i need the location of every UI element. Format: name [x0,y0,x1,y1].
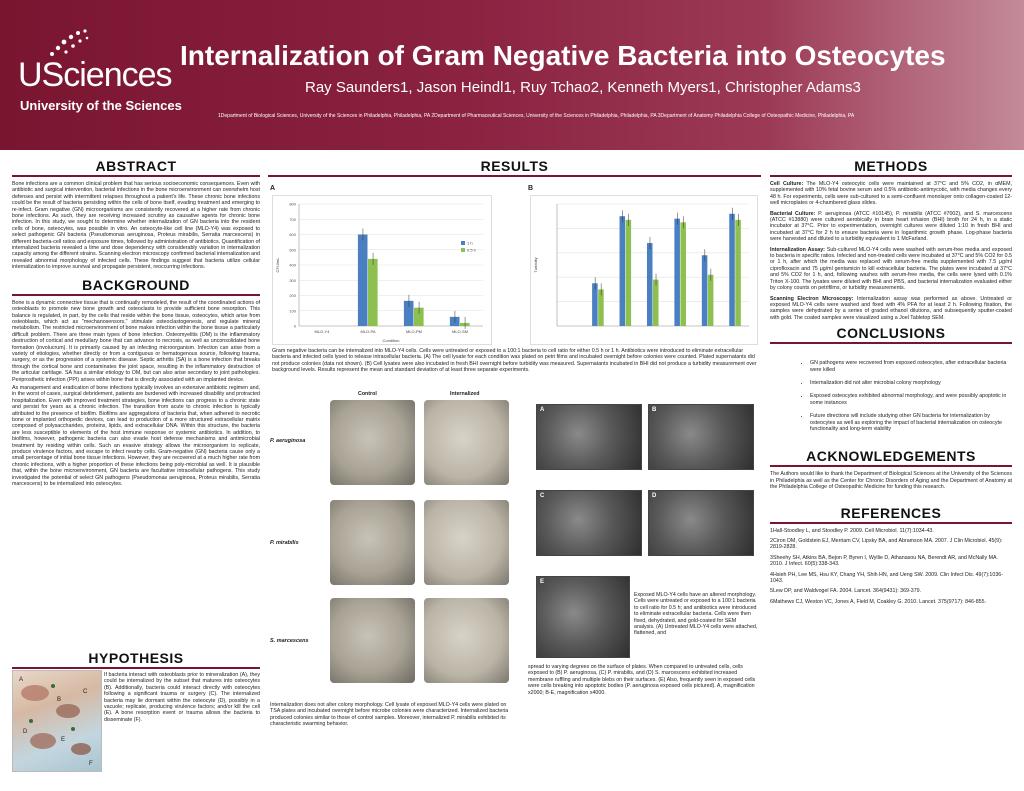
acknowledgements-text: The Authors would like to thank the Department of Biological Sciences at the University of the Sciences in Philadelphia as well as the Center for Chronic Disorders of Aging and the Department of Anatomy at the Philadelphia College of Osteopathic Medicine for funding this research. [770,471,1012,491]
plates-control-header: Control [358,391,377,397]
plate-image-control [330,598,415,683]
y-axis-label: CFU/mL [275,257,280,273]
y-tick-label: 300 [289,277,296,283]
divider [12,294,260,296]
svg-text:F: F [89,761,93,767]
plate-image-control [330,400,415,485]
divider [268,175,761,177]
plate-image-internalized [424,500,509,585]
divider [12,667,260,669]
hypothesis-diagram [12,670,102,772]
background-heading: BACKGROUND [82,276,190,293]
svg-text:D: D [23,729,28,735]
y-tick-label: 400 [289,262,296,268]
plates-caption: Internalization does not alter colony morphology. Cell lysate of exposed MLO-Y4 cells were plated on TSA plates and incubated overnight before microbe colonies were characterized. Internalized bacteria produced colonies similar to those of control samples. Moreover, internalized P. mirabilis exhibited its characteristic swarming behavior. [270,702,509,728]
sem-image: D [648,490,754,556]
plate-image-internalized [424,598,509,683]
poster-header [0,0,1024,150]
divider [770,522,1012,524]
bar [647,243,653,326]
bar [702,255,708,326]
bar [674,219,680,326]
list-item: • GN pathogens were recovered from exposed osteocytes, after extracellular bacteria were killed [810,360,1012,373]
background-text [12,300,260,488]
background-paragraph: Bone is a dynamic connective tissue that is continually remodeled, the result of the coordinated actions of osteoblasts to promote new bone growth and osteoclasts to provide sufficient bone resorption. This balance is regulated, in part, by the cells that reside within the bone tissue, osteocytes, which arise from osteoblasts, which act as "mechanosensors," stimulate osteoclastogenesis, and regulate mineral metabolism. The restricted microenvironment of bone makes infection within the bone tissue a particularly difficult problem. There are three main types of bone infection. Osteomyelitis (OM) is the inflammatory destruction of cortical and medullary bone that can advance to necrosis, as well as unconsolidated bone formation (involucrum). It is primarily caused by an infecting microorganism. Infection can arise from a variety of etiologies, whether directly or from a contiguous or hematogenous source, following trauma, surgery, or as the progression of a systemic disease. Septic arthritis (SA) is a bone infection that breaks through the cortical bone and contaminates the joint space, resulting in the inflammatory destruction of the articular cartilage. SA has a similar etiology to OM, but can also arise secondary to joint pathologies. Periprosthetic infection (PPI) arises within bone that is directly associated with an implanted device. [12,299,260,383]
x-axis-label: Condition [382,338,400,343]
y-tick-label: 700 [289,216,296,222]
bar [592,283,598,326]
university-logo [14,28,182,128]
conclusions-list [770,360,1012,432]
list-item: • Exposed osteocytes exhibited abnormal morphology, and were possibly apoptotic in some instances [810,393,1012,406]
right-column [770,158,1012,609]
y-tick-label: 200 [289,293,296,298]
sem-caption-side: Exposed MLO-Y4 cells have an altered morphology. Cells were untreated or exposed to a 100:1 bacteria to cell ratio for 0.5 h; and antibiotics were introduced to eliminate extracellular bacteria. Cells were then fixed, dehydrated, and gold-coated for SEM analysis. (A) Untreated MLO-Y4 cells were attached, flattened, and [634,592,758,637]
x-tick-label: MLO-PA [360,329,376,334]
sem-image: E [536,576,630,658]
reference-item: 2Ciron DM, Goldstein EJ, Merriam CV, Lipsky BA, and Abramson MA. 2007. J Clin Microbiol. 45(9): 2819-2828. [770,538,1003,551]
sem-caption-bottom: spread to varying degrees on the surface of plates. When compared to untreated cells, cells exposed to (B) P. aeruginosa, (C) P. mirabilis, and (D) S. marcescens exhibited increased membrane ruffling and multiple blebs on their surfaces. (E) Also, frequently seen in exposed cells were cells breaking into apoptotic bodies (P. aeruginosa exposed cells pictured). A, magnification x2000; B-E, magnification x4000. [528,664,756,696]
hypothesis-text: If bacteria interact with osteoblasts prior to mineralization (A), they could be internalized by the subset that matures into osteocytes (B). Additionally, bacteria could interact directly with osteocytes following a significant trauma or surgery (C). The internalized bacteria may lie dormant within the osteocyte (D), possibly in a vacuole; replicate, producing virulence factors; and/or kill the cell (E). A bone resorption event or trauma allows the bacteria to disseminate (F). [104,672,260,723]
results-column [268,158,761,181]
conclusions-heading: CONCLUSIONS [836,325,946,342]
bar [620,216,626,326]
chart-a [272,195,492,345]
plates-internalized-header: Internalized [450,391,480,397]
sem-image: B [648,404,754,470]
methods-text: Cell Culture: The MLO-Y4 osteocytic cells were maintained at 37°C and 5% CO2, in αMEM, supplemented with 10% fetal bovine serum and 0.5% antibiotic-antimycotic, with media changes every 48 h. For experiments, cells were sub-cultured to a semi-confluent monolayer onto collagen-coated 12-well microplates or 4-chambered glass slides. Bacterial Culture: P. aeruginosa (ATCC #10145), P. mirabilis (ATCC #7002), and S. marcescens (ATCC #13880) were cultured aerobically in brain heart infusion (BHI) broth for 24 h, in a static incubator at 37°C. Prior to experimentation, overnight cultures were diluted 1:10 in fresh BHI and incubated at 37°C for 2 h to ensure bacteria were in logarithmic growth phase. Log-phase bacteria were harvested and diluted to a turbidity equivalent to 1 McFarland. Internalization Assay: Sub-cultured MLO-Y4 cells were washed with serum-free media and exposed to bacteria in specific ratios. Infected and non-treated cells were incubated at 37°C and 5% CO2 for 0.5 or 1 h, after which the media was replaced with serum-free media supplemented with 7.5 μg/ml ciprofloxacin and 75 μg/ml gentamicin to kill extracellular bacteria. The plates were incubated at 37°C and 5% CO2 for 1 h, and, following washes with serum-free media, the cells were lysed with 0.1% Triton X-100. The lysates were diluted with BHI and PBS, and bacterial internalization evaluated either by colony counts on petrifilms, or turbidity measurements. Scanning Electron Microscopy: Internalization assay was performed as above. Untreated or exposed MLO-Y4 cells were washed and fixed with 4% PFA for at least 2 h. Following fixation, the samples were dehydrated by a series of graded ethanol dilutions, and subsequently sputter-coated with gold. The coated samples were visualized using a Joel Tabletop SEM. [770,181,1012,321]
bar [729,214,735,326]
bar [708,275,714,326]
reference-item: 6Mathews CJ, Weston VC, Jones A, Field M, Coakley G. 2010. Lancet. 375(9717): 846-855. [770,598,987,605]
divider [770,342,1012,344]
reference-item: 3Sheehy SH, Atkins BA, Bejon P, Byren I, Wyllie D, Athanasou NA, Berendt AR, and McNally MA. 2010. J Infect. 60(5):338-343. [770,554,999,568]
y-tick-label: 500 [289,247,296,253]
organism-label: P. mirabilis [270,540,299,546]
legend-label: 1 h [467,240,473,246]
chart-b [530,195,758,345]
svg-text:E: E [61,737,66,743]
divider [770,465,1012,467]
reference-item: 5Lew DP, and Waldvogel FA. 2004. Lancet. 364(9431): 369-379. [770,588,922,595]
hypothesis-heading: HYPOTHESIS [88,650,184,666]
y-tick-label: 0 [293,323,296,329]
left-column [12,158,260,489]
legend-swatch [461,248,465,252]
svg-text:C: C [83,689,88,695]
logo-wordmark: USciences [18,56,172,94]
bar [735,220,741,326]
methods-heading: METHODS [854,158,928,174]
divider [12,175,260,177]
bone-cell-diagram-icon [13,671,101,771]
acknowledgements-heading: ACKNOWLEDGEMENTS [806,448,976,465]
bar [368,259,378,326]
bar [626,220,632,326]
plate-image-control [330,500,415,585]
chart-b-label: B [528,185,534,192]
poster-affiliations: 1Department of Biological Sciences, University of the Sciences in Philadelphia, Philadelphia, PA 2Department of Pharmaceutical Sciences, University of the Sciences in Philadelphia, Philadelphia, PA 3Department of Anatomy Philadelphia College of Osteopathic Medicine, Philadelphia, PA [218,113,855,119]
y-tick-label: 800 [289,201,296,207]
y-tick-label: 600 [289,232,296,237]
organism-label: S. marcescens [270,638,309,644]
y-axis-label: Turbidity [533,257,538,273]
list-item: • Future directions will include studying other GN bacteria for internalization by osteocytes as well as exploring the impact of bacterial internalization on osteocyte functionality and long-term viability [810,413,1012,432]
bar [653,280,659,326]
background-paragraph: As management and eradication of bone infections typically involves an extensive antibiotic regimen and, in the worst of cases, surgical debridement, patients are burdened with increased disability and protracted hospitalization. Even with improved treatment strategies, bone infections can progress to a chronic state and persist for years as a chronic infection. The transition from acute to chronic infection is typically attributed to the presence of biofilm. Biofilms are aggregations of bacteria that, when adhered to necrotic bone or implanted orthopedic devices, can lead to production of a more structured extracellular matrix composed of polysaccharides, proteins, lipids, and extracellular DNA. Within this structure, the bacteria are less susceptible to elements of the host immune response or systemic antibiotics. In addition, to biofilms, however, pathogenic bacteria can also evade host defense mechanisms and antimicrobial treatment by residing within cells. Such an evasive strategy allows the microorganism to replicate, produce virulence factors, and escape to infect nearby cells. Gram-negative (GN) bacteria cause only a small percentage of initial bone tissue infections. However, they are recovered at a much higher rate from chronic infections, with a higher proportion of these infections being poly-microbial as well. It is plausible that, within the bone microenvironment, GN bacteria are facultative intracellular pathogens. This study investigated the potential of select GN pathogens (Pseudomonas aeruginosa, Proteus mirabilis, Serratia marcescens) to be internalized into osteocytes. [12,384,260,488]
results-caption: Gram negative bacteria can be internalized into MLO-Y4 cells. Cells were untreated or exposed to a 100:1 bacteria to cell ratio for either 0.5 h or 1 h. Antibiotics were introduced to eliminate extracellular bacteria and infected cells lysed to release intracellular bacteria. (A) The cell lysate for each condition was plated on petri films and incubated overnight before colonies were counted. Plated supernatants did not produce colonies (data not shown). (B) Cell lysates were also incubated in fresh BHI overnight before turbidity was measured. Supernatants incubated in BHI did not produce a turbidity measurement over background levels. Results represent the mean and standard deviation of at least three separate experiments. [272,348,757,374]
sem-image: C [536,490,642,556]
organism-label: P. aeruginosa [270,438,306,444]
plate-image-internalized [424,400,509,485]
reference-item: 1Hall-Stoodley L, and Stoodley P. 2009. Cell Microbiol. 11(7):1034-43. [770,527,934,534]
chart-a-label: A [270,185,276,192]
divider [770,175,1012,177]
list-item: • Internalization did not alter microbial colony morphology [810,380,1012,386]
svg-text:B: B [57,697,62,703]
logo-subtitle: University of the Sciences [20,98,182,113]
bar [358,235,368,327]
abstract-text: Bone infections are a common clinical problem that has serious socioeconomic consequences. Even with antibiotic and surgical intervention, bacterial infections in the bone microenvironment can overwhelm host defenses and persist with intermittent relapses throughout a patient's life. These chronic bone infections could be the result of bacteria persisting within the cells of bone itself, evading treatment and emerging to re-infect. Gram negative (GN) microorganisms are consistently recovered at a higher rate from chronic bone infections. As such, they are receiving increased scrutiny as causative agents for chronic bone infection. In this study, we sought to determine whether internalization of GN bacteria into the resident cells of bone, osteocytes, was possible in vitro. An osteocyte-like cell line (MLO-Y4) was exposed to select pathogenic GN bacteria (Pseudomonas aeruginosa, Proteus mirabilis, Serratia marcescens) in different bacteria-cell ratios and exposure times, followed by administration of antibiotics. Quantification of internalized bacteria revealed a time and dose dependency with considerably variation in internalization capacity among the different strains. Scanning electron microscopy confirmed bacterial internalization and revealed abnormal morphology of infected cells. These findings suggest that bacteria utilize cellular internalization to improve survival and propagate persistent, reoccurring infections. [12,181,260,271]
y-tick-label: 100 [289,308,296,314]
abstract-heading: ABSTRACT [95,158,177,174]
x-tick-label: MLO-Y4 [314,329,330,334]
references-list [770,528,1012,606]
svg-text:A: A [19,677,24,683]
legend-label: 0.5 h [467,247,476,253]
references-heading: REFERENCES [840,504,942,521]
sem-image: A [536,404,642,470]
poster-title: Internalization of Gram Negative Bacteria into Osteocytes [180,40,946,71]
reference-item: 4Hsieh PH, Lee MS, Hsu KY, Chang YH, Shih HN, and Ueng SW. 2009. Clin Infect Dis. 49(7):1036-1043. [770,571,1003,585]
x-tick-label: MLO-SM [452,329,468,334]
legend-swatch [461,241,465,245]
x-tick-label: MLO-PM [406,329,422,334]
bar [680,222,686,326]
results-heading: RESULTS [480,158,549,174]
poster-authors: Ray Saunders1, Jason Heindl1, Ruy Tchao2, Kenneth Myers1, Christopher Adams3 [305,79,861,96]
